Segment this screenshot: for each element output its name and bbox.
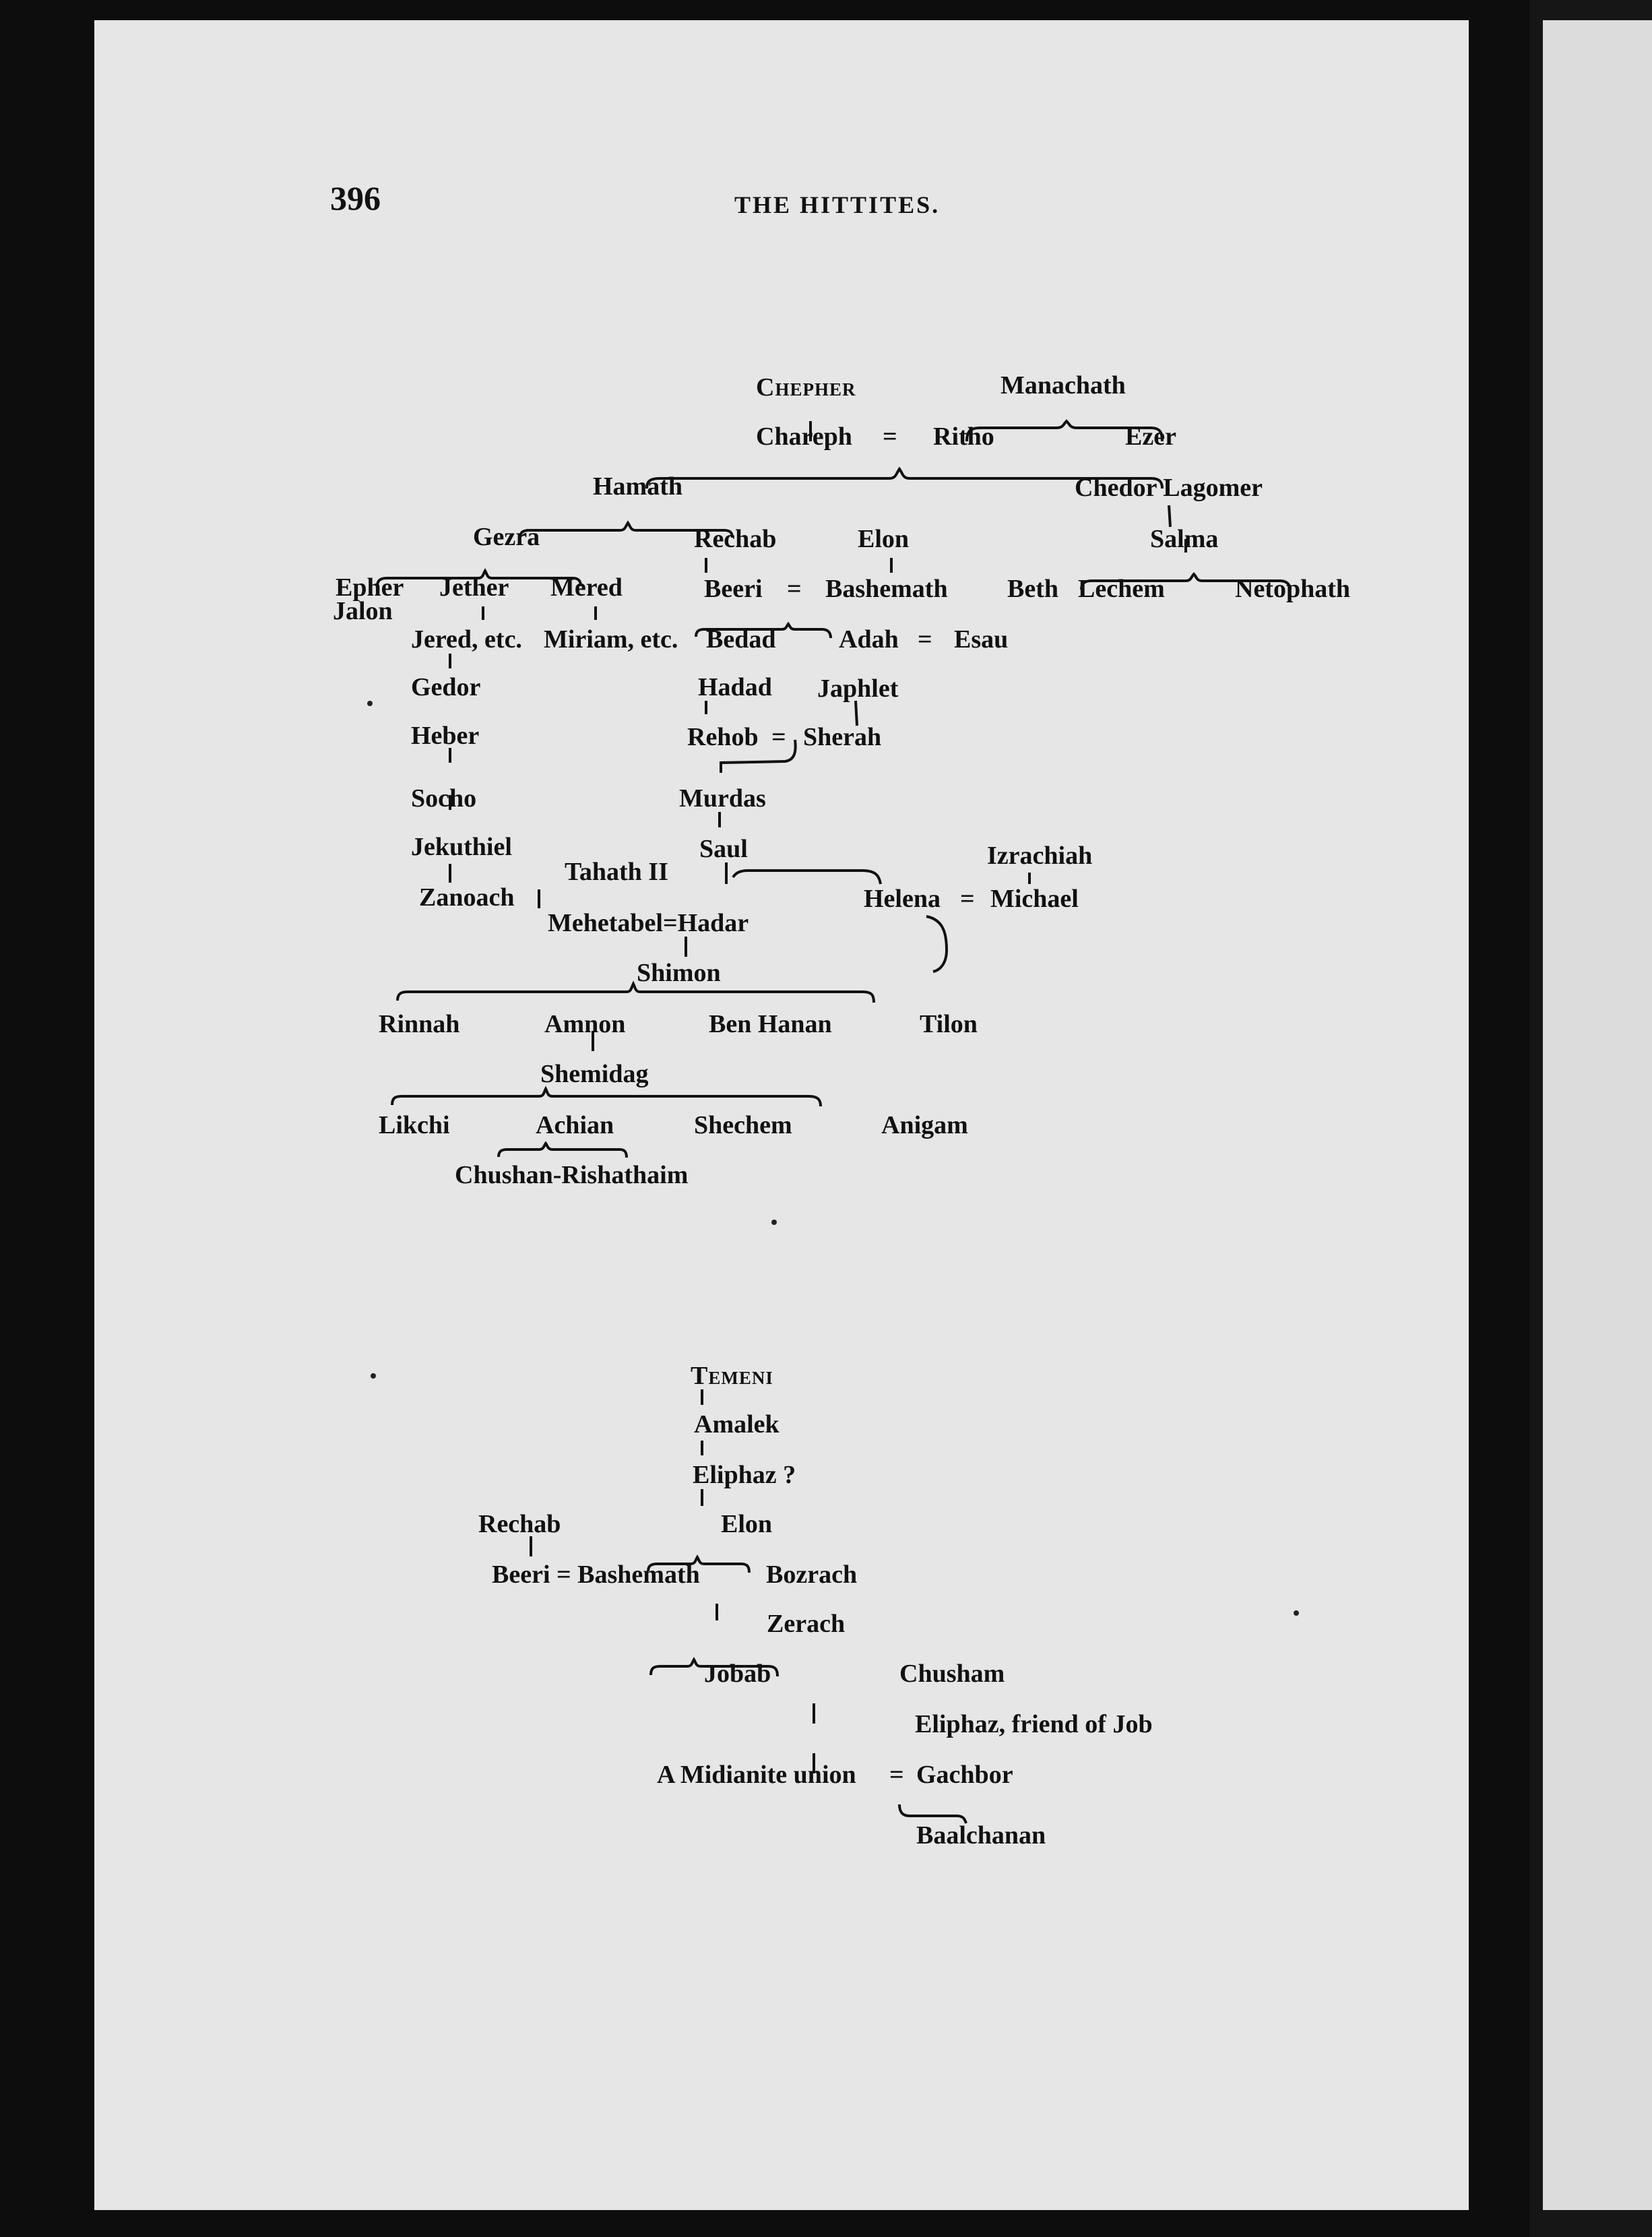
- person-amnon: Amnon: [544, 1010, 626, 1038]
- person-bedad: Bedad: [706, 625, 776, 654]
- person-esau: Esau: [954, 625, 1009, 654]
- person-netophath: Netophath: [1235, 575, 1351, 603]
- person-temeni: Temeni: [691, 1362, 773, 1390]
- person-achian: Achian: [536, 1111, 614, 1139]
- person-epher: Epher: [336, 573, 404, 602]
- person-salma: Salma: [1150, 525, 1219, 553]
- person-tahath-ii: Tahath II: [565, 858, 668, 886]
- marriage-sign: =: [889, 1761, 904, 1789]
- person-jered: Jered, etc.: [411, 625, 522, 654]
- person-zerach: Zerach: [767, 1610, 846, 1638]
- person-zanoach: Zanoach: [419, 883, 515, 912]
- person-anigam: Anigam: [881, 1111, 968, 1139]
- person-likchi: Likchi: [379, 1111, 450, 1139]
- marriage-sign: =: [771, 723, 786, 751]
- person-manachath: Manachath: [1000, 371, 1126, 400]
- person-beeri-bashemath: Beeri = Bashemath: [492, 1561, 700, 1589]
- person-rechab: Rechab: [478, 1510, 561, 1538]
- person-gachbor: Gachbor: [916, 1761, 1013, 1789]
- adjacent-page: [1543, 20, 1652, 2210]
- person-ben-hanan: Ben Hanan: [709, 1010, 832, 1038]
- person-shemidag: Shemidag: [540, 1060, 649, 1088]
- person-heber: Heber: [411, 722, 480, 750]
- person-jalon: Jalon: [333, 597, 393, 625]
- person-ritho: Ritho: [933, 422, 994, 451]
- person-beeri: Beeri: [704, 575, 763, 603]
- person-baalchanan: Baalchanan: [916, 1821, 1046, 1850]
- person-murdas: Murdas: [679, 784, 766, 813]
- marriage-sign: =: [960, 885, 975, 913]
- person-beth: Beth: [1007, 575, 1058, 603]
- person-chushan-rishathaim: Chushan-Rishathaim: [455, 1161, 689, 1189]
- person-jekuthiel: Jekuthiel: [411, 833, 512, 861]
- person-rechab: Rechab: [694, 525, 777, 553]
- person-eliphaz-friend-of-job: Eliphaz, friend of Job: [915, 1710, 1153, 1738]
- person-mered: Mered: [550, 573, 623, 602]
- person-shechem: Shechem: [694, 1111, 792, 1139]
- running-title: THE HITTITES.: [734, 191, 941, 218]
- person-jether: Jether: [439, 573, 509, 602]
- person-lechem: Lechem: [1078, 575, 1165, 603]
- person-rehob: Rehob: [687, 723, 759, 751]
- person-ezer: Ezer: [1125, 422, 1176, 451]
- person-amalek: Amalek: [694, 1410, 780, 1439]
- person-elon: Elon: [858, 525, 910, 553]
- person-saul: Saul: [699, 835, 748, 863]
- person-sherah: Sherah: [803, 723, 882, 751]
- person-elon: Elon: [721, 1510, 773, 1538]
- person-chedor-lagomer: Chedor Lagomer: [1075, 474, 1263, 502]
- person-chusham: Chusham: [899, 1660, 1005, 1688]
- person-miriam: Miriam, etc.: [544, 625, 678, 654]
- person-michael: Michael: [990, 885, 1079, 913]
- person-midianite-union: A Midianite union: [657, 1761, 856, 1789]
- person-chareph: Chareph: [756, 422, 852, 451]
- person-bashemath: Bashemath: [825, 575, 948, 603]
- person-gedor: Gedor: [411, 673, 481, 701]
- person-eliphaz-query: Eliphaz ?: [693, 1461, 796, 1489]
- marriage-sign: =: [787, 575, 802, 603]
- book-page: [94, 20, 1469, 2210]
- person-tilon: Tilon: [920, 1010, 978, 1038]
- page-number: 396: [330, 179, 381, 217]
- marriage-sign: =: [918, 625, 932, 654]
- person-bozrach: Bozrach: [766, 1561, 858, 1589]
- person-izrachiah: Izrachiah: [987, 842, 1093, 870]
- person-japhlet: Japhlet: [817, 674, 899, 703]
- ink-speck: [1294, 1610, 1299, 1616]
- person-jobab: Jobab: [704, 1660, 771, 1688]
- ink-speck: [371, 1373, 376, 1379]
- person-hamath: Hamath: [593, 472, 682, 501]
- person-rinnah: Rinnah: [379, 1010, 460, 1038]
- person-helena: Helena: [864, 885, 941, 913]
- marriage-sign: =: [883, 422, 897, 451]
- person-gezra: Gezra: [473, 523, 540, 551]
- person-socho: Socho: [411, 784, 477, 813]
- person-chepher: Chepher: [756, 373, 856, 402]
- person-shimon: Shimon: [637, 959, 721, 987]
- person-adah: Adah: [839, 625, 899, 654]
- person-hadad: Hadad: [698, 673, 772, 701]
- person-mehetabel-hadar: Mehetabel=Hadar: [548, 909, 749, 937]
- ink-speck: [771, 1220, 777, 1225]
- ink-speck: [367, 701, 373, 706]
